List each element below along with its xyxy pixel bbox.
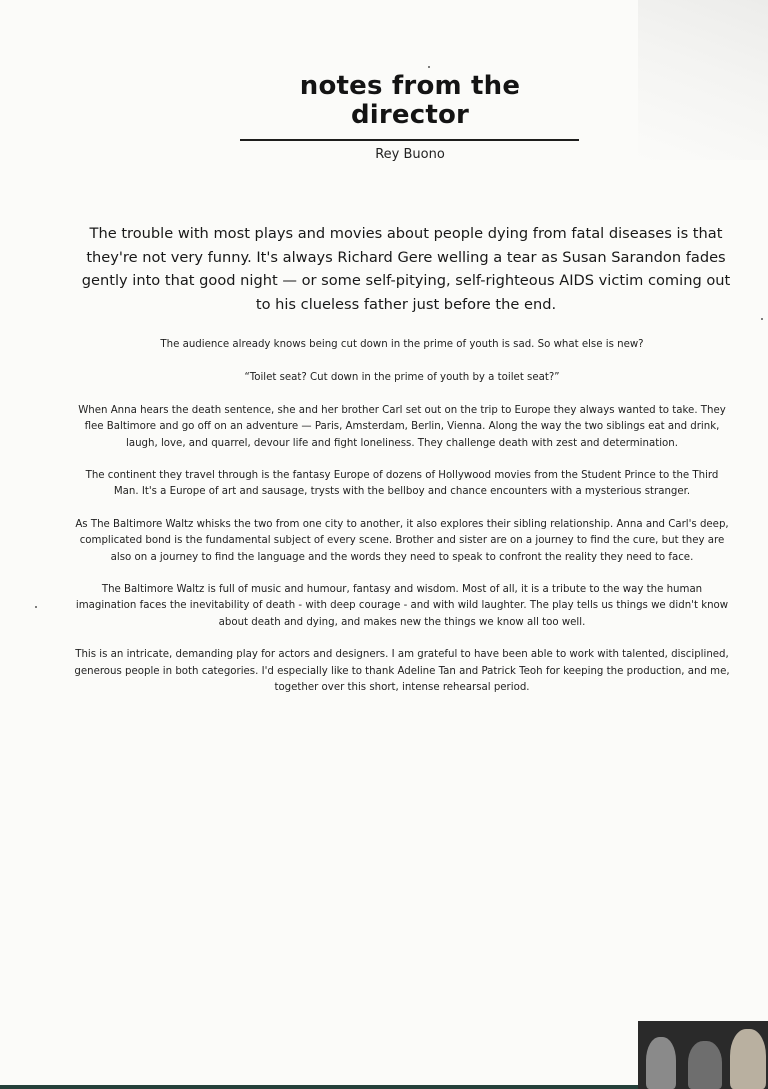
page-title [240, 72, 580, 130]
paragraph-6: The Baltimore Waltz is full of music and humour, fantasy and wisdom. Most of all, it is a tribute to the way the human imagination faces the inevitability of death - with deep courage - and with wild laughter. The play tells us things we didn't know about death and dying, and makes new the things we know all too well. [75, 584, 729, 628]
paragraph-1: The audience already knows being cut down in the prime of youth is sad. So what else is new? [160, 339, 644, 350]
photo-figure [646, 1037, 676, 1089]
body-text [72, 337, 732, 713]
paragraph-3: When Anna hears the death sentence, she and her brother Carl set out on the trip to Europe they always wanted to take. They flee Baltimore and go off on an adventure — Paris, Amsterdam, Berlin, Vienna. Along the way the two siblings eat and drink, laugh, love, and quarrel, devour life and fight loneliness. They challenge death with zest and determination. [78, 404, 726, 449]
paper-speck [761, 318, 763, 320]
title-rule [240, 139, 579, 141]
paper-speck [35, 606, 37, 608]
cast-photo-thumbnail [638, 1021, 768, 1089]
photo-figure [730, 1029, 766, 1089]
title-line-1: notes from the [299, 71, 521, 101]
paragraph-7: This is an intricate, demanding play for actors and designers. I am grateful to have been able to work with talented, disciplined, generous people in both categories. I'd especially like to thank Adeline Tan and Patrick Teoh for keeping the production, and me, together over this short, intense rehearsal period. [74, 649, 730, 694]
paper-speck [428, 66, 430, 68]
lead-paragraph: The trouble with most plays and movies about people dying from fatal diseases is that they're not very funny. It's always Richard Gere welling a tear as Susan Sarandon fades gently into that good night — or some self-pitying, self-righteous AIDS victim coming out to his clueless father just before the end. [81, 225, 731, 313]
paragraph-4: The continent they travel through is the fantasy Europe of dozens of Hollywood movies from the Student Prince to the Third Man. It's a Europe of art and sausage, trysts with the bellboy and chance encounters with a mysterious stranger. [85, 470, 719, 498]
bottom-edge-bar [0, 1085, 638, 1089]
title-line-2: director [350, 100, 470, 130]
author-byline: Rey Buono [375, 147, 445, 162]
page-corner-shade [638, 0, 768, 160]
photo-figure [688, 1041, 722, 1089]
paragraph-2: “Toilet seat? Cut down in the prime of youth by a toilet seat?” [244, 372, 560, 384]
paragraph-5: As The Baltimore Waltz whisks the two from one city to another, it also explores their sibling relationship. Anna and Carl's deep, complicated bond is the fundamental subject of every scene. Brother and sister are on a journey to find the cure, but they are also on a journey to find the language and the words they need to speak to confront the reality they need to face. [75, 518, 729, 563]
